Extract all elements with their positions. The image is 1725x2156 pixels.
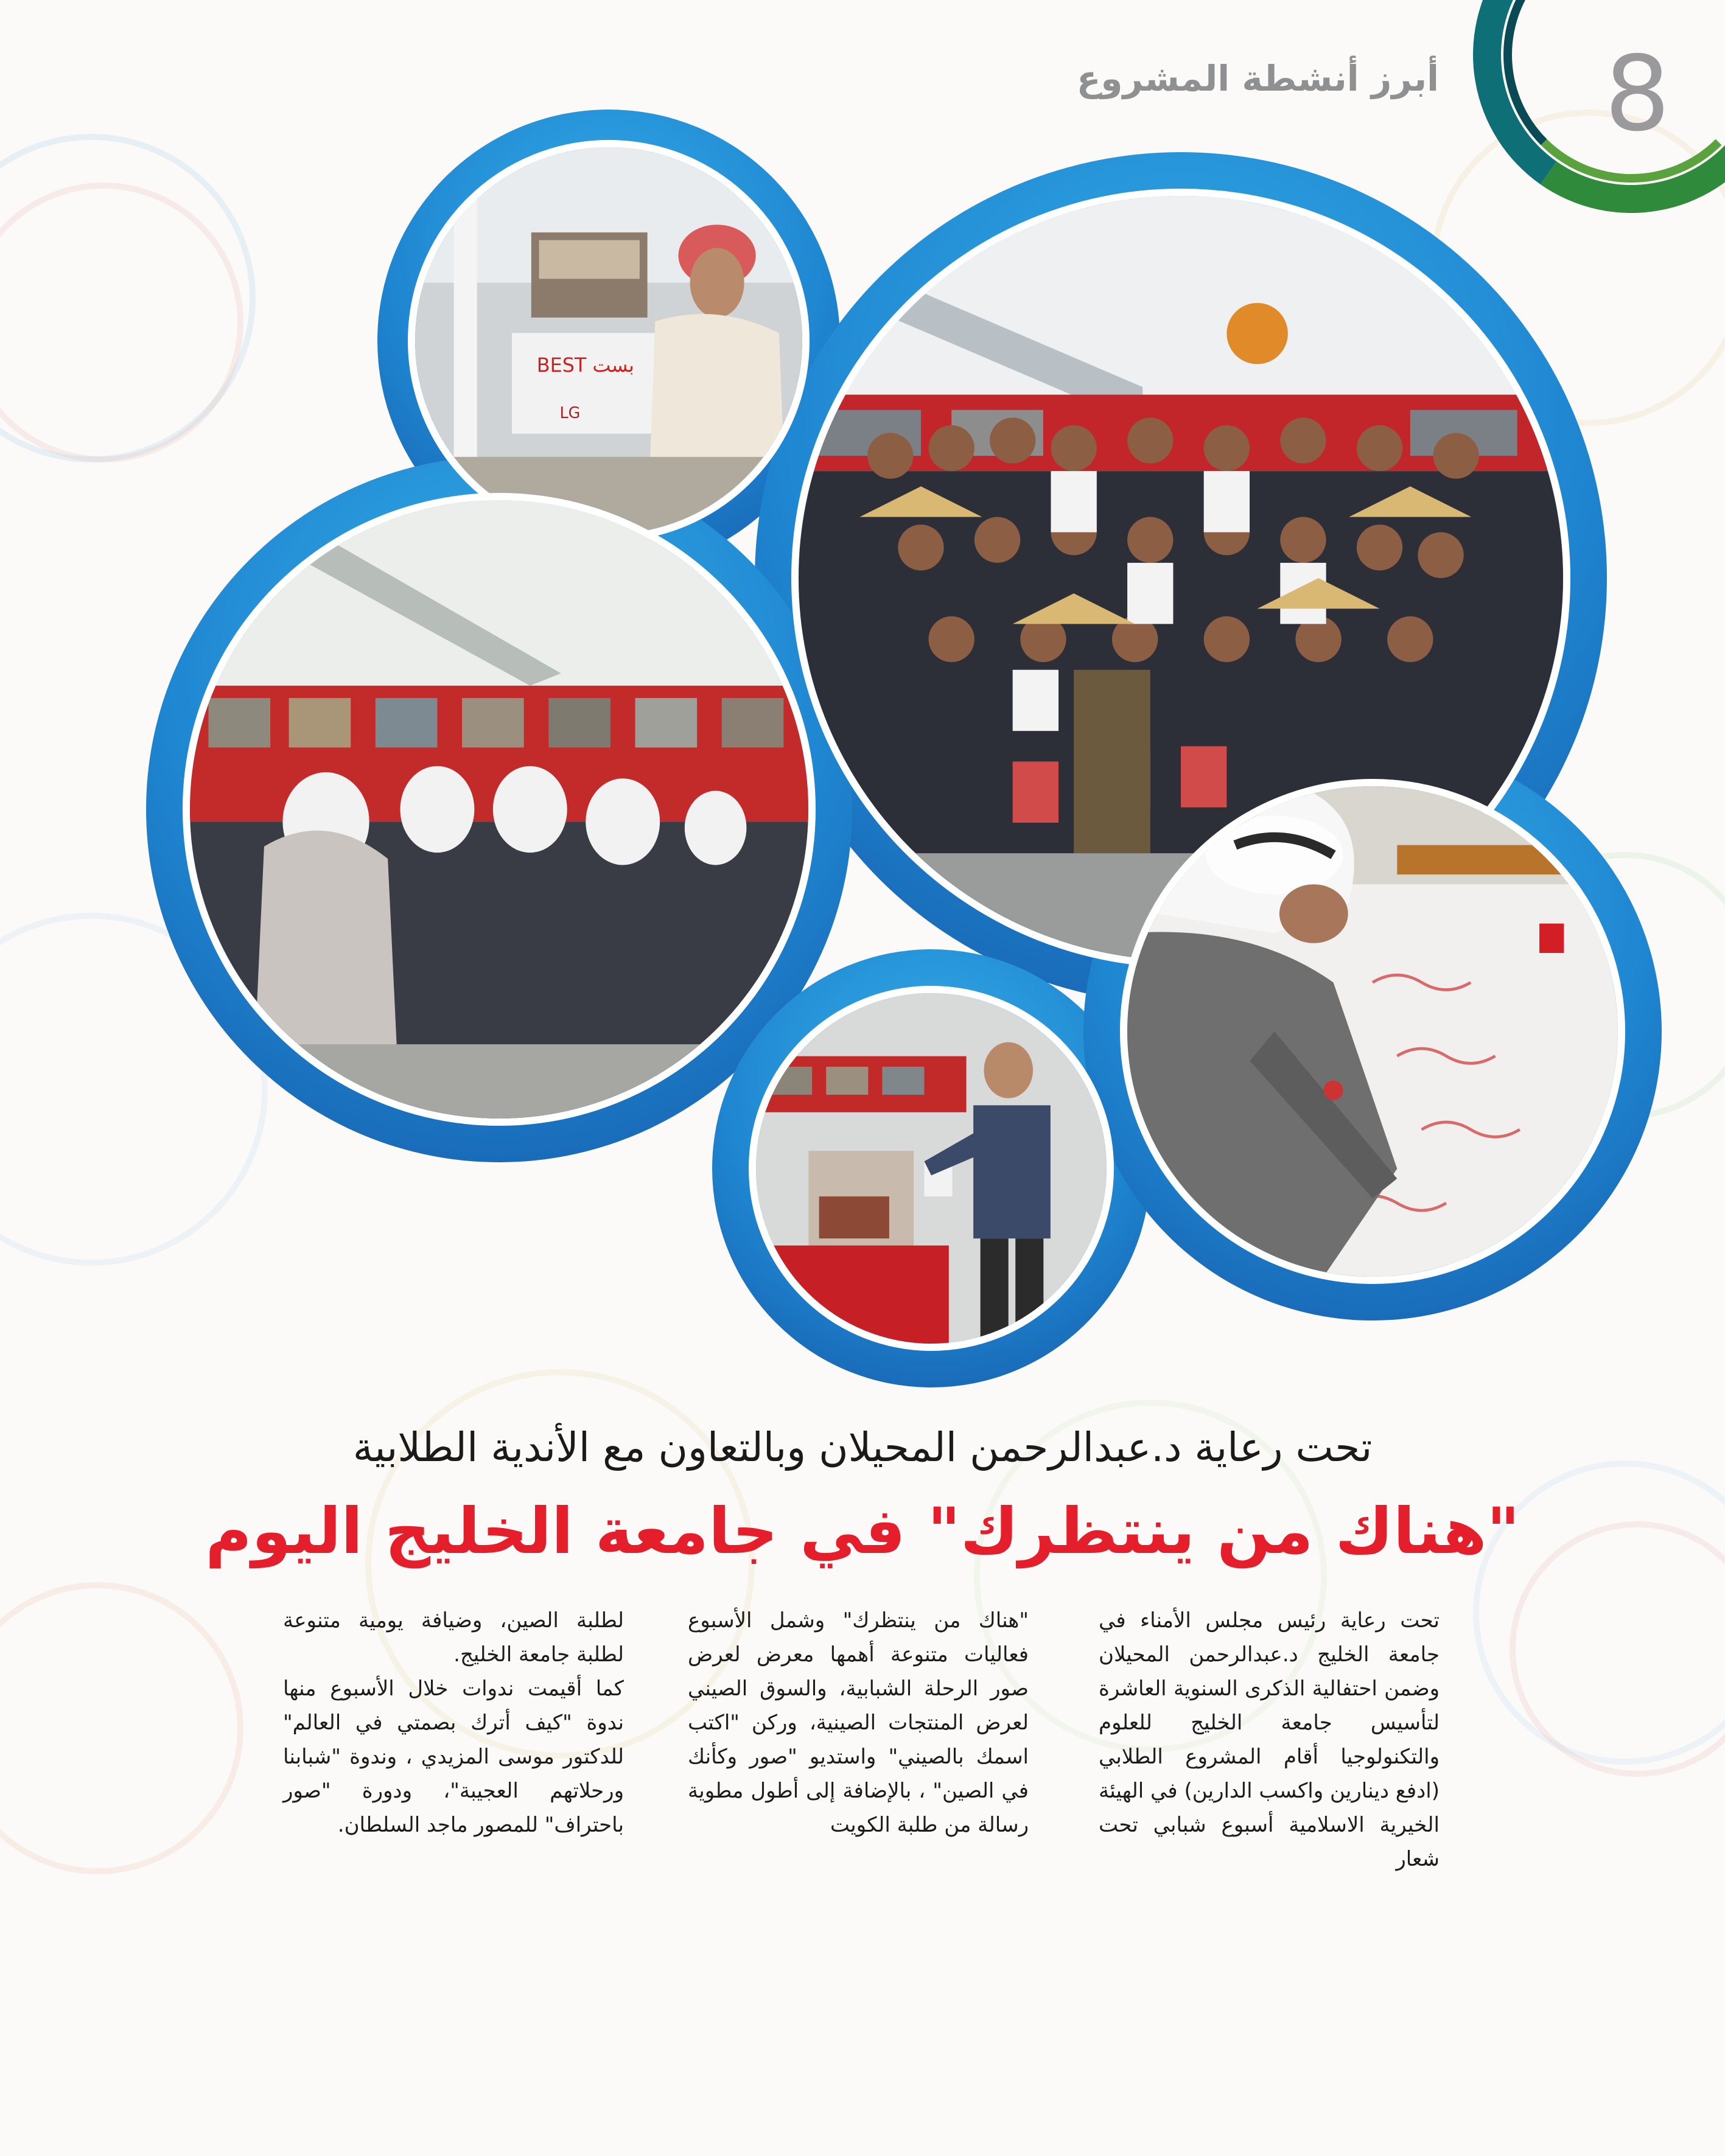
article-headline: "هناك من ينتظرك" في جامعة الخليج اليوم — [205, 1494, 1520, 1568]
article-column-1 — [1099, 1603, 1440, 1876]
photo-female-visitors — [183, 493, 816, 1126]
article-paragraph: "هناك من ينتظرك" وشمل الأسبوع فعاليات متنوعة أهمها معرض لعرض صور الرحلة الشبابية، والسوق الصيني لعرض المنتجات الصينية، وركن "اكتب اسمك بالصيني" واستديو "صور وكأنك في الصين" ، بالإضافة إلى أطول مطوية رسالة من طلبة الكويت — [688, 1608, 1029, 1837]
photo-donation-box — [749, 986, 1114, 1351]
lg-sign-text: LG — [559, 403, 581, 422]
photo-writing-banner — [1120, 779, 1625, 1284]
photo-exhibition-visitor — [408, 140, 810, 542]
article-paragraph: لطلبة الصين، وضيافة يومية متنوعة لطلبة جامعة الخليج. — [283, 1608, 624, 1667]
section-title: أبرز أنشطة المشروع — [1076, 58, 1439, 99]
article-subtitle: تحت رعاية د.عبدالرحمن المحيلان وبالتعاون مع الأندية الطلابية — [352, 1424, 1373, 1471]
article-paragraph: تحت رعاية رئيس مجلس الأمناء في جامعة الخليج د.عبدالرحمن المحيلان وضمن احتفالية الذكرى السنوية العاشرة لتأسيس جامعة الخليج للعلوم والتكنولوجيا أقام المشروع الطلابي (ادفع دينارين واكسب الدارين) في الهيئة الخيرية الاسلامية أسبوع شبابي تحت شعار — [1099, 1608, 1440, 1871]
article-column-2 — [688, 1603, 1029, 1842]
best-sign-text: BEST بست — [536, 354, 634, 377]
article-paragraph: كما أقيمت ندوات خلال الأسبوع منها ندوة "كيف أترك بصمتي في العالم" للدكتور موسى المزيدي ، وندوة "شبابنا ورحلاتهم العجيبة"، ودورة "صور باحتراف" للمصور ماجد السلطان. — [283, 1676, 624, 1837]
page-number: 8 — [1604, 34, 1671, 155]
article-column-3 — [283, 1603, 624, 1842]
bg-ring — [0, 1582, 243, 1874]
